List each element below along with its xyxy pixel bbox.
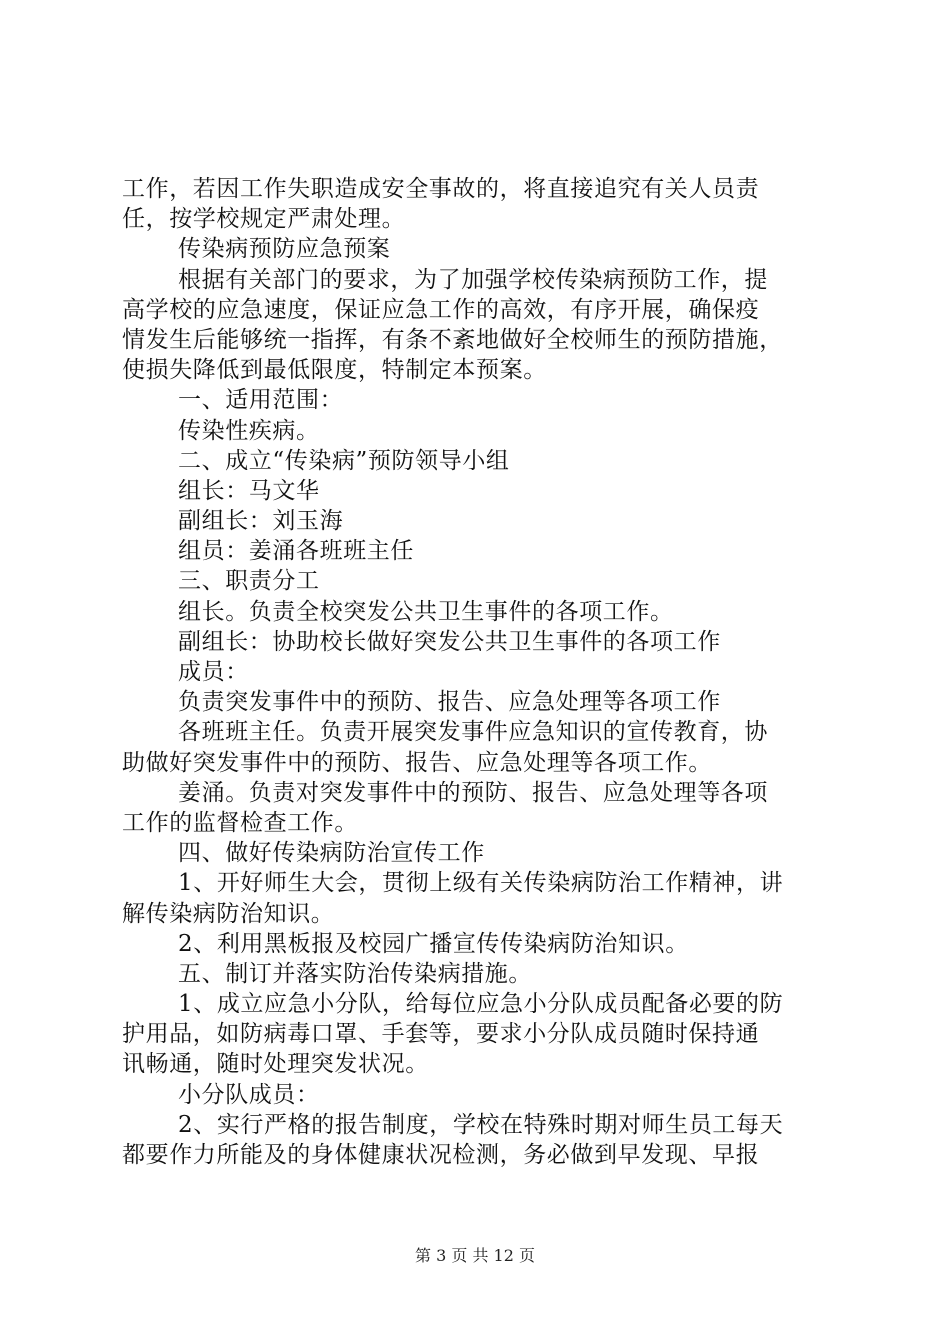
text-line: 组长。负责全校突发公共卫生事件的各项工作。	[178, 598, 674, 625]
text-line: 情发生后能够统一指挥，有条不紊地做好全校师生的预防措施，	[122, 326, 783, 353]
text-line: 2、利用黑板报及校园广播宣传传染病防治知识。	[178, 930, 689, 957]
text-line: 四、做好传染病防治宣传工作	[178, 840, 485, 867]
text-line: 负责突发事件中的预防、报告、应急处理等各项工作	[178, 689, 721, 716]
document-body	[122, 174, 842, 1170]
text-line: 助做好突发事件中的预防、报告、应急处理等各项工作。	[122, 749, 712, 776]
text-line: 1、开好师生大会，贯彻上级有关传染病防治工作精神，讲	[178, 870, 784, 897]
text-line: 副组长：刘玉海	[178, 508, 344, 535]
text-line: 二、成立“传染病”预防领导小组	[178, 447, 510, 474]
page-footer: 第 3 页 共 12 页	[415, 1246, 535, 1265]
text-line: 工作，若因工作失职造成安全事故的，将直接追究有关人员责	[122, 176, 760, 202]
text-line: 讯畅通，随时处理突发状况。	[122, 1051, 429, 1078]
text-line: 副组长：协助校长做好突发公共卫生事件的各项工作	[178, 628, 721, 655]
text-line: 工作的监督检查工作。	[122, 809, 358, 836]
text-line: 组长：马文华	[178, 477, 320, 504]
text-line: 1、成立应急小分队，给每位应急小分队成员配备必要的防	[178, 991, 784, 1018]
text-line: 任，按学校规定严肃处理。	[122, 206, 406, 233]
text-line: 各班班主任。负责开展突发事件应急知识的宣传教育，协	[178, 719, 768, 746]
text-line: 使损失降低到最低限度，特制定本预案。	[122, 357, 547, 384]
text-line: 五、制订并落实防治传染病措施。	[178, 960, 532, 987]
text-line: 2、实行严格的报告制度，学校在特殊时期对师生员工每天	[178, 1111, 784, 1138]
text-line: 小分队成员：	[178, 1081, 320, 1108]
text-line: 高学校的应急速度，保证应急工作的高效，有序开展，确保疫	[122, 296, 760, 323]
text-line: 护用品，如防病毒口罩、手套等，要求小分队成员随时保持通	[122, 1021, 760, 1048]
text-line: 都要作力所能及的身体健康状况检测，务必做到早发现、早报	[122, 1142, 760, 1168]
text-line: 姜涌。负责对突发事件中的预防、报告、应急处理等各项	[178, 779, 768, 806]
text-line: 解传染病防治知识。	[122, 900, 335, 927]
text-line: 成员：	[178, 659, 249, 685]
text-line: 一、适用范围：	[178, 387, 344, 414]
text-line: 传染病预防应急预案	[178, 236, 391, 263]
text-line: 传染性疾病。	[178, 417, 320, 444]
text-line: 三、职责分工	[178, 568, 320, 595]
text-line: 根据有关部门的要求，为了加强学校传染病预防工作，提	[178, 266, 768, 293]
text-line: 组员：姜涌各班班主任	[178, 538, 414, 565]
